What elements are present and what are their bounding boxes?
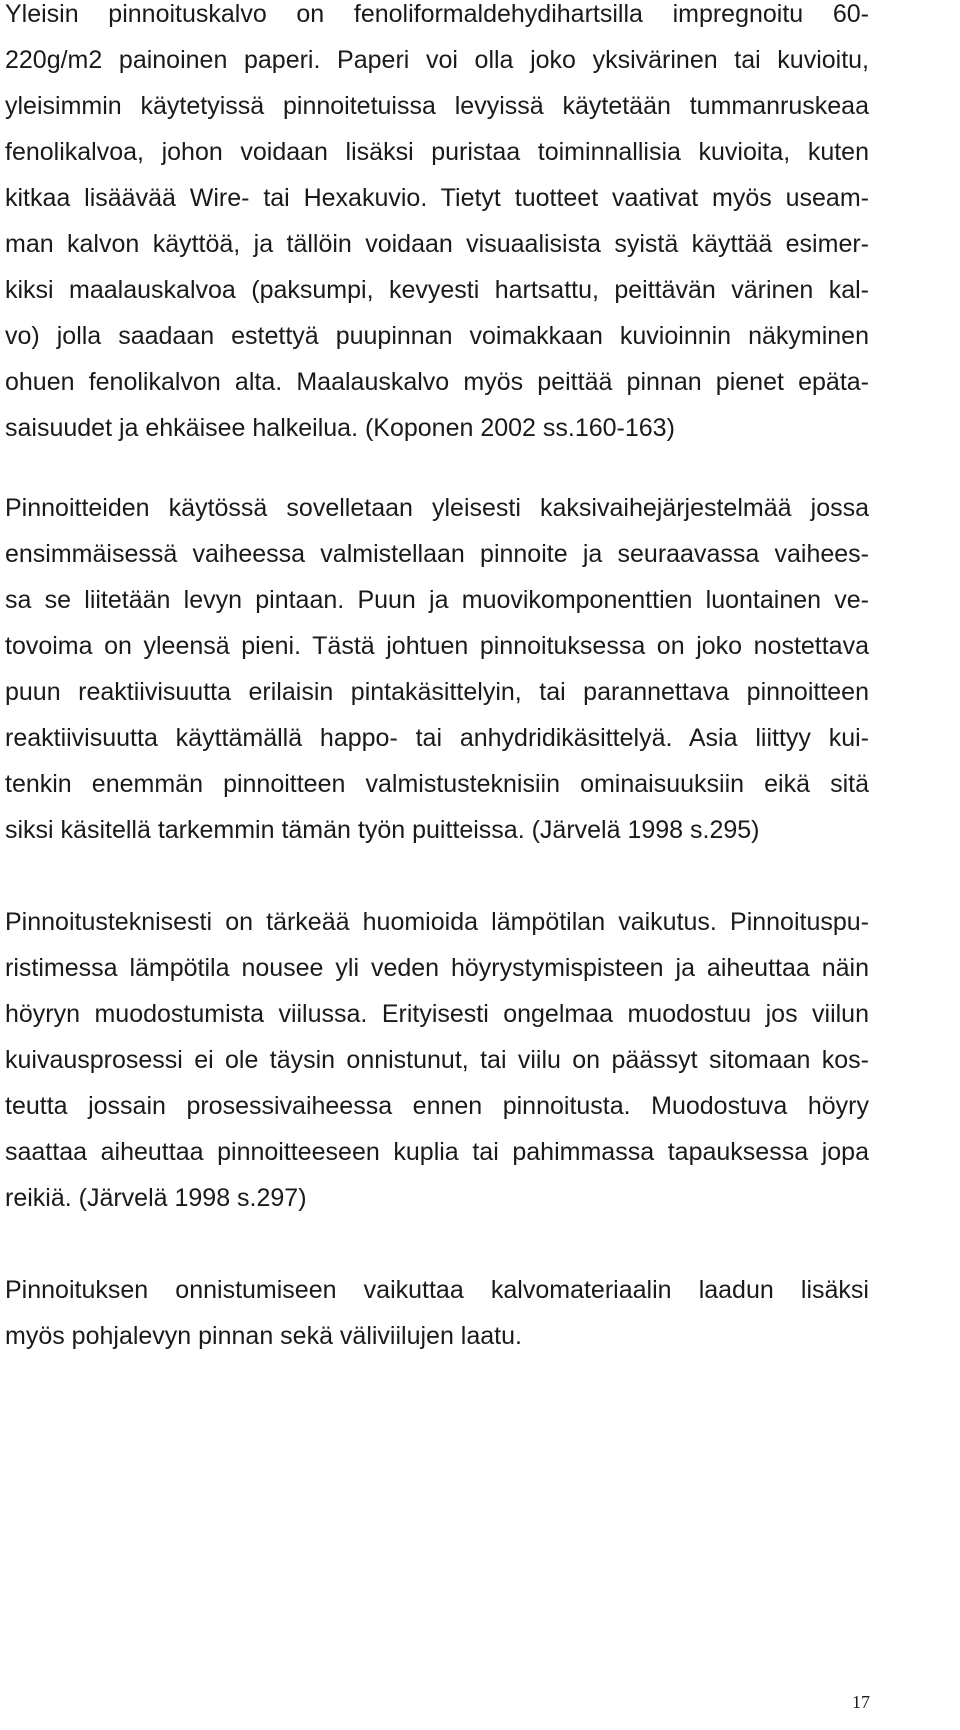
paragraph-quality-factors <box>5 1267 869 1359</box>
text-line: sa se liitetään levyn pintaan. Puun ja muovikomponenttien luontainen ve- <box>5 586 869 614</box>
paragraph-temperature-effect <box>5 899 869 1221</box>
text-line: reaktiivisuutta käyttämällä happo- tai anhydridikäsittelyä. Asia liittyy kui- <box>5 724 869 752</box>
text-line: kiksi maalauskalvoa (paksumpi, kevyesti hartsattu, peittävän värinen kal- <box>5 276 869 304</box>
text-line: tenkin enemmän pinnoitteen valmistusteknisiin ominaisuuksiin eikä sitä <box>5 770 869 798</box>
text-line: Pinnoituksen onnistumiseen vaikuttaa kalvomateriaalin laadun lisäksi <box>5 1276 869 1304</box>
text-line: kitkaa lisäävää Wire- tai Hexakuvio. Tietyt tuotteet vaativat myös useam- <box>5 184 869 212</box>
paragraph-coating-film <box>5 0 869 451</box>
text-line: ensimmäisessä vaiheessa valmistellaan pinnoite ja seuraavassa vaihees- <box>5 540 869 568</box>
text-line: yleisimmin käytetyissä pinnoitetuissa levyissä käytetään tummanruskeaa <box>5 92 869 120</box>
text-line: teutta jossain prosessivaiheessa ennen pinnoitusta. Muodostuva höyry <box>5 1092 869 1120</box>
text-line: saisuudet ja ehkäisee halkeilua. (Koponen 2002 ss.160-163) <box>5 414 675 442</box>
text-line: man kalvon käyttöä, ja tällöin voidaan visuaalisista syistä käyttää esimer- <box>5 230 869 258</box>
text-line: ohuen fenolikalvon alta. Maalauskalvo myös peittää pinnan pienet epäta- <box>5 368 869 396</box>
text-line: Yleisin pinnoituskalvo on fenoliformaldehydihartsilla impregnoitu 60- <box>5 0 869 28</box>
page-number: 17 <box>852 1692 870 1712</box>
text-line: siksi käsitellä tarkemmin tämän työn puitteissa. (Järvelä 1998 s.295) <box>5 816 760 844</box>
text-line: ristimessa lämpötila nousee yli veden höyrystymispisteen ja aiheuttaa näin <box>5 954 869 982</box>
text-line: vo) jolla saadaan estettyä puupinnan voimakkaan kuvioinnin näkyminen <box>5 322 869 350</box>
text-line: kuivausprosessi ei ole täysin onnistunut, tai viilu on päässyt sitomaan kos- <box>5 1046 869 1074</box>
text-line: puun reaktiivisuutta erilaisin pintakäsittelyin, tai parannettava pinnoitteen <box>5 678 869 706</box>
text-line: Pinnoitusteknisesti on tärkeää huomioida lämpötilan vaikutus. Pinnoituspu- <box>5 908 869 936</box>
text-line: myös pohjalevyn pinnan sekä väliviilujen laatu. <box>5 1322 522 1350</box>
text-line: saattaa aiheuttaa pinnoitteeseen kuplia tai pahimmassa tapauksessa jopa <box>5 1138 869 1166</box>
paragraph-two-phase-system <box>5 485 869 853</box>
text-line: 220g/m2 painoinen paperi. Paperi voi olla joko yksivärinen tai kuvioitu, <box>5 46 869 74</box>
text-line: Pinnoitteiden käytössä sovelletaan yleisesti kaksivaihejärjestelmää jossa <box>5 494 869 522</box>
text-line: reikiä. (Järvelä 1998 s.297) <box>5 1184 307 1212</box>
text-line: fenolikalvoa, johon voidaan lisäksi puristaa toiminnallisia kuvioita, kuten <box>5 138 869 166</box>
text-line: tovoima on yleensä pieni. Tästä johtuen pinnoituksessa on joko nostettava <box>5 632 869 660</box>
text-line: höyryn muodostumista viilussa. Erityisesti ongelmaa muodostuu jos viilun <box>5 1000 869 1028</box>
